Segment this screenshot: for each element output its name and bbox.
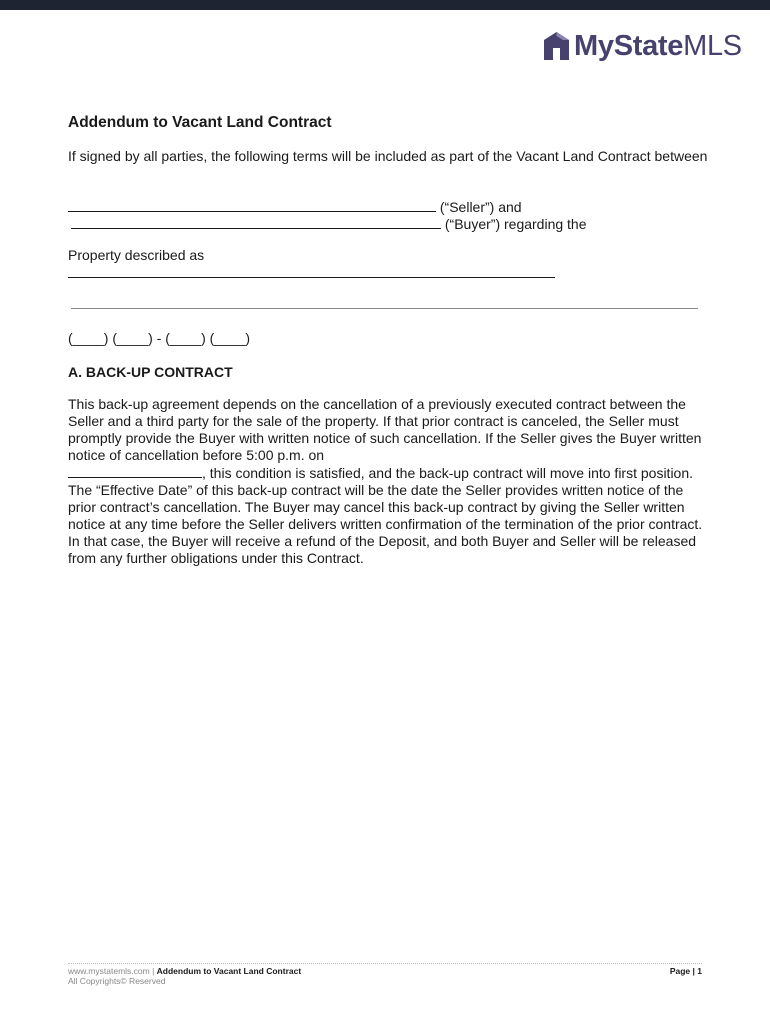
property-line-1 xyxy=(68,264,555,282)
section-a-text-1: This back-up agreement depends on the cancellation of a previously executed contract between the Seller and a third party for the sale of the property. If that prior contract is canceled, the Seller must promptly provide the Buyer with written notice of such cancellation. If the Seller gives the Buyer written notice of cancellation before 5:00 p.m. on xyxy=(68,396,702,463)
section-a-text-2: , this condition is satisfied, and the back-up contract will move into first position. The “Effective Date” of this back-up contract will be the date the Seller provides written notice of the prior contract’s cancellation. The Buyer may cancel this back-up contract by giving the Seller written notice at any time before the Seller delivers written confirmation of the termination of the prior contract. In that case, the Buyer will receive a refund of the Deposit, and both Buyer and Seller will be released from any further obligations under this Contract. xyxy=(68,465,703,566)
cancellation-date-blank[interactable] xyxy=(68,464,202,478)
seller-line xyxy=(68,198,522,216)
footer-website[interactable]: www.mystatemls.com xyxy=(68,966,150,976)
footer-doc-name: Addendum to Vacant Land Contract xyxy=(156,966,302,976)
document-title: Addendum to Vacant Land Contract xyxy=(68,114,332,131)
property-description-blank[interactable] xyxy=(68,264,555,278)
intro-paragraph: If signed by all parties, the following terms will be included as part of the Vacant Land Contract between xyxy=(68,148,708,164)
property-line-2[interactable] xyxy=(71,308,698,309)
footer-left xyxy=(68,966,301,986)
footer-copyright: All Copyrights© Reserved xyxy=(68,976,166,986)
footer-separator: | xyxy=(149,966,157,976)
seller-name-blank[interactable] xyxy=(68,198,436,212)
footer-divider xyxy=(68,963,702,964)
buyer-name-blank[interactable] xyxy=(71,215,441,229)
house-icon xyxy=(543,31,570,61)
mystatemls-logo xyxy=(543,29,742,63)
property-label: Property described as xyxy=(68,247,205,263)
phone-template: (____) (____) - (____) (____) xyxy=(68,330,251,346)
section-a-heading: A. BACK-UP CONTRACT xyxy=(68,364,233,380)
seller-label: (“Seller”) and xyxy=(439,199,522,215)
top-bar xyxy=(0,0,770,10)
footer-page-number: Page | 1 xyxy=(669,966,702,976)
logo-wordmark: MyStateMLS xyxy=(574,30,742,62)
section-a-body xyxy=(68,396,708,567)
buyer-line xyxy=(71,215,587,233)
buyer-label: (“Buyer”) regarding the xyxy=(444,216,587,232)
